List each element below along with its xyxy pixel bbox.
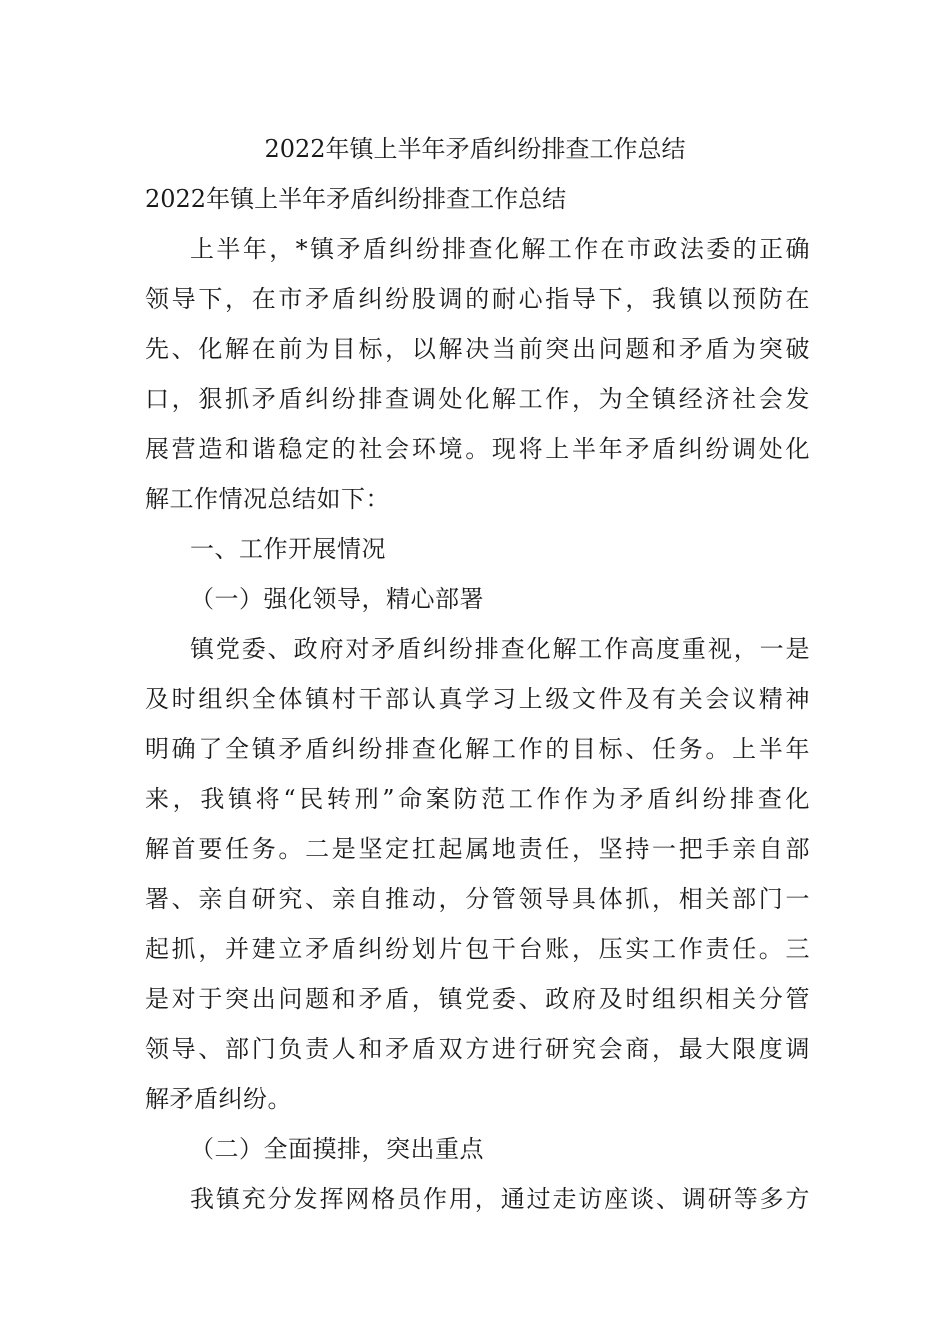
subsection-heading: （二）全面摸排，突出重点	[190, 1135, 484, 1163]
subsection-heading: （一）强化领导，精心部署	[190, 585, 484, 613]
paragraph-line: 明确了全镇矛盾纠纷排查化解工作的目标、任务。上半年	[145, 735, 810, 763]
paragraph-line: 上半年，*镇矛盾纠纷排查化解工作在市政法委的正确	[190, 235, 810, 263]
paragraph-line: 解首要任务。二是坚定扛起属地责任，坚持一把手亲自部	[145, 835, 810, 863]
document-subtitle: 2022年镇上半年矛盾纠纷排查工作总结	[145, 185, 567, 213]
paragraph-line: 先、化解在前为目标，以解决当前突出问题和矛盾为突破	[145, 335, 810, 363]
paragraph-line: 解工作情况总结如下：	[145, 485, 390, 513]
document-title: 2022年镇上半年矛盾纠纷排查工作总结	[264, 135, 686, 163]
paragraph-line: 领导下，在市矛盾纠纷股调的耐心指导下，我镇以预防在	[145, 285, 810, 313]
paragraph-line: 镇党委、政府对矛盾纠纷排查化解工作高度重视，一是	[190, 635, 810, 663]
paragraph-line: 我镇充分发挥网格员作用，通过走访座谈、调研等多方	[190, 1185, 810, 1213]
paragraph-line: 起抓，并建立矛盾纠纷划片包干台账，压实工作责任。三	[145, 935, 810, 963]
paragraph-line: 来，我镇将“民转刑”命案防范工作作为矛盾纠纷排查化	[145, 785, 810, 813]
paragraph-line: 及时组织全体镇村干部认真学习上级文件及有关会议精神	[145, 685, 810, 713]
paragraph-line: 口，狠抓矛盾纠纷排查调处化解工作，为全镇经济社会发	[145, 385, 810, 413]
paragraph-line: 解矛盾纠纷。	[145, 1085, 292, 1113]
paragraph-line: 署、亲自研究、亲自推动，分管领导具体抓，相关部门一	[145, 885, 810, 913]
paragraph-line: 领导、部门负责人和矛盾双方进行研究会商，最大限度调	[145, 1035, 810, 1063]
paragraph-line: 展营造和谐稳定的社会环境。现将上半年矛盾纠纷调处化	[145, 435, 810, 463]
section-heading: 一、工作开展情况	[190, 535, 386, 563]
paragraph-line: 是对于突出问题和矛盾，镇党委、政府及时组织相关分管	[145, 985, 810, 1013]
